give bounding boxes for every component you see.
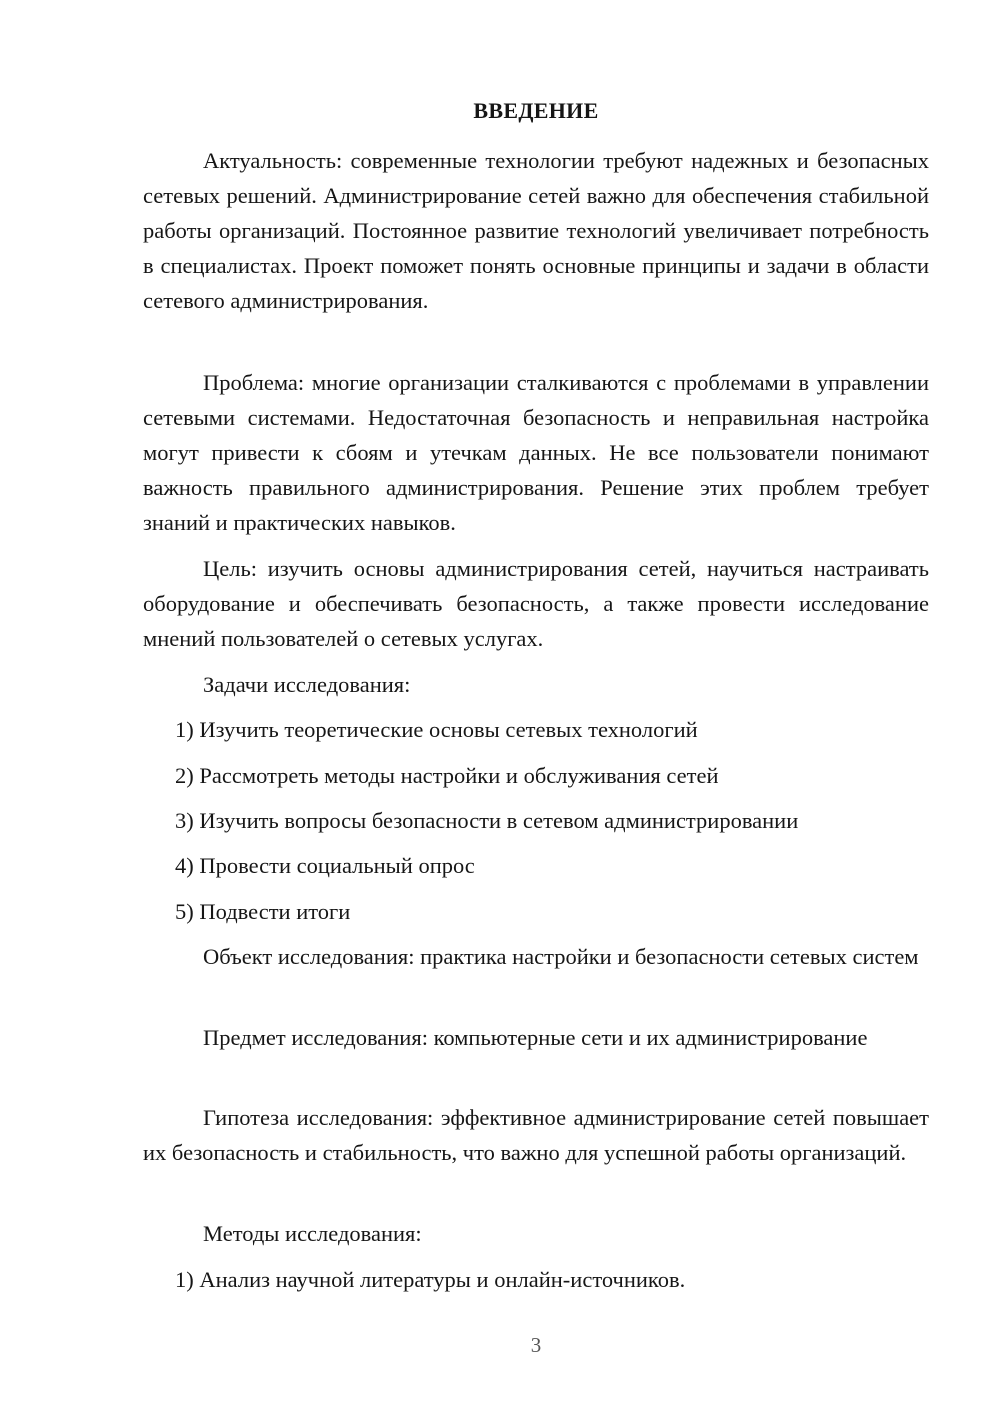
hypothesis-paragraph: Гипотеза исследования: эффективное администрирование сетей повышает их безопасность и стабильность, что важно для успешной работы организаций. <box>143 1105 929 1165</box>
list-item: 5) Подвести итоги <box>175 899 351 924</box>
relevance-paragraph: Актуальность: современные технологии требуют надежных и безопасных сетевых решений. Администрирование сетей важно для обеспечения стабильной работы организаций. Постоянное развитие технологий увеличивает потребность в специалистах. Проект поможет понять основные принципы и задачи в области сетевого администрирования. <box>143 148 929 313</box>
list-item: 1) Изучить теоретические основы сетевых технологий <box>175 717 698 742</box>
page-number: 3 <box>530 1333 542 1357</box>
page-title: ВВЕДЕНИЕ <box>473 98 599 123</box>
subject-paragraph: Предмет исследования: компьютерные сети и их администрирование <box>203 1025 868 1050</box>
list-item: 3) Изучить вопросы безопасности в сетевом администрировании <box>175 808 799 833</box>
methods-heading: Методы исследования: <box>203 1221 422 1246</box>
goal-paragraph: Цель: изучить основы администрирования сетей, научиться настраивать оборудование и обеспечивать безопасность, а также провести исследование мнений пользователей о сетевых услугах. <box>143 556 929 651</box>
list-item: 4) Провести социальный опрос <box>175 853 475 878</box>
object-paragraph: Объект исследования: практика настройки и безопасности сетевых систем <box>203 944 919 969</box>
list-item: 2) Рассмотреть методы настройки и обслуживания сетей <box>175 763 719 788</box>
tasks-heading: Задачи исследования: <box>203 672 411 697</box>
list-item: 1) Анализ научной литературы и онлайн-источников. <box>175 1267 686 1292</box>
problem-paragraph: Проблема: многие организации сталкиваются с проблемами в управлении сетевыми системами. Недостаточная безопасность и неправильная настройка могут привести к сбоям и утечкам данных. Не все пользователи понимают важность правильного администрирования. Решение этих проблем требует знаний и практических навыков. <box>143 370 929 535</box>
